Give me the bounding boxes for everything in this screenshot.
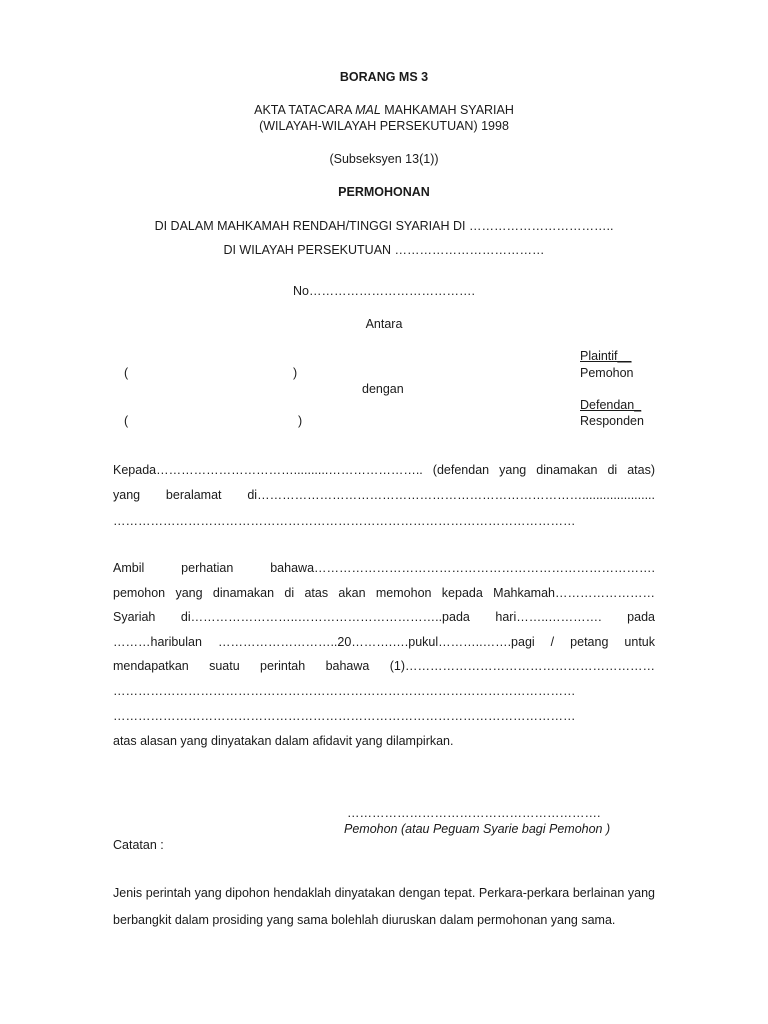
body-line: Syariah di……………………..……………………………..pada hari……..…………. pada	[113, 610, 655, 624]
notes-text: Jenis perintah yang dipohon hendaklah dinyatakan dengan tepat. Perkara-perkara berlainan yang berbangkit dalam prosiding yang sama bolehlah diuruskan dalam permohonan yang sama.	[113, 886, 655, 927]
party2-close-paren: )	[298, 414, 303, 428]
signature-line: …………………………………………………….	[347, 806, 601, 820]
act-suffix: MAHKAMAH SYARIAH	[380, 103, 514, 117]
body-line: …………………………………………………………………………………………………	[113, 514, 576, 528]
body-line: …………………………………………………………………………………………………	[113, 684, 576, 698]
party1-open-paren: (	[124, 366, 129, 380]
body-line: …………………………………………………………………………………………………	[113, 709, 576, 723]
body-line: pemohon yang dinamakan di atas akan memohon kepada Mahkamah……………………	[113, 586, 655, 600]
subsection-ref: (Subseksyen 13(1))	[329, 152, 439, 166]
respondent-label: Responden	[580, 414, 644, 428]
form-title: BORANG MS 3	[339, 70, 429, 84]
court-line: DI DALAM MAHKAMAH RENDAH/TINGGI SYARIAH DI ……………………………..	[154, 219, 614, 233]
with-label: dengan	[362, 382, 404, 396]
body-line: ………haribulan ………………………..20……….….pukul………..…….pagi / petang untuk	[113, 635, 655, 649]
body-line: atas alasan yang dinyatakan dalam afidavit yang dilampirkan.	[113, 734, 454, 748]
act-italic-word: MAL	[355, 103, 381, 117]
case-number: No………………………………….	[293, 284, 475, 298]
body-line: yang beralamat di…………………………………………………………………….....................	[113, 488, 655, 502]
signature-caption: Pemohon (atau Peguam Syarie bagi Pemohon )	[344, 822, 611, 836]
document-type: PERMOHONAN	[338, 185, 430, 199]
plaintiff-label: Plaintif__	[580, 349, 632, 363]
body-line: Kepada……………………………..........………………….. (defendan yang dinamakan di atas)	[113, 463, 655, 477]
defendant-label: Defendan_	[580, 398, 642, 412]
act-title-line2: (WILAYAH-WILAYAH PERSEKUTUAN) 1998	[259, 119, 509, 133]
applicant-label: Pemohon	[580, 366, 634, 380]
body-line: mendapatkan suatu perintah bahawa (1)……………………………………………………	[113, 659, 655, 673]
act-prefix: AKTA TATACARA	[254, 103, 356, 117]
body-line: Ambil perhatian bahawa……………………………………………………………………….	[113, 561, 655, 575]
territory-line: DI WILAYAH PERSEKUTUAN ………………………………	[223, 243, 545, 257]
party2-open-paren: (	[124, 414, 129, 428]
between-label: Antara	[365, 317, 403, 331]
act-title-line1	[0, 103, 768, 118]
notes-label: Catatan :	[113, 838, 164, 852]
party1-close-paren: )	[293, 366, 298, 380]
